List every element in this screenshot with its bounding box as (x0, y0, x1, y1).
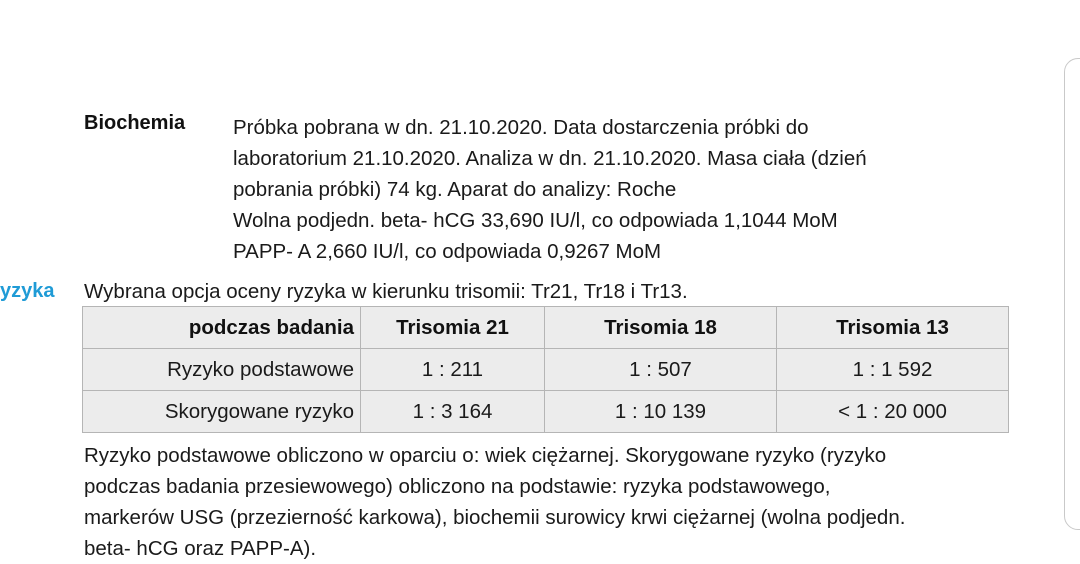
table-row (83, 391, 1009, 433)
page-edge (1064, 58, 1080, 530)
risk-value: 1 : 211 (361, 349, 545, 391)
footer-line: Ryzyko podstawowe obliczono w oparciu o: wiek ciężarnej. Skorygowane ryzyko (ryzyko (84, 444, 887, 467)
header-cell: Trisomia 21 (361, 307, 545, 349)
risk-value: 1 : 507 (545, 349, 777, 391)
biochemia-label: Biochemia (84, 112, 186, 134)
biochemia-text (233, 112, 993, 267)
risk-value: < 1 : 20 000 (777, 391, 1009, 433)
footer-line: markerów USG (przezierność karkowa), biochemii surowicy krwi ciężarnej (wolna podjedn. (84, 506, 906, 529)
table-row (83, 349, 1009, 391)
biochemia-line: Wolna podjedn. beta- hCG 33,690 IU/l, co odpowiada 1,1044 MoM (233, 209, 838, 232)
biochemia-line: laboratorium 21.10.2020. Analiza w dn. 21.10.2020. Masa ciała (dzień (233, 147, 867, 170)
risk-table (82, 306, 1009, 433)
biochemia-line: Próbka pobrana w dn. 21.10.2020. Data dostarczenia próbki do (233, 116, 809, 139)
header-cell: Trisomia 13 (777, 307, 1009, 349)
header-cell: Trisomia 18 (545, 307, 777, 349)
footer-line: beta- hCG oraz PAPP-A). (84, 537, 317, 560)
biochemia-line: PAPP- A 2,660 IU/l, co odpowiada 0,9267 MoM (233, 240, 662, 263)
ryzyka-intro: Wybrana opcja oceny ryzyka w kierunku trisomii: Tr21, Tr18 i Tr13. (84, 280, 688, 303)
header-cell: podczas badania (83, 307, 361, 349)
footer-note (84, 440, 1014, 564)
footer-line: podczas badania przesiewowego) obliczono na podstawie: ryzyka podstawowego, (84, 475, 831, 498)
risk-value: 1 : 10 139 (545, 391, 777, 433)
risk-value: 1 : 1 592 (777, 349, 1009, 391)
risk-value: 1 : 3 164 (361, 391, 545, 433)
ryzyka-section-label: yzyka (0, 280, 55, 302)
row-label: Ryzyko podstawowe (83, 349, 361, 391)
biochemia-line: pobrania próbki) 74 kg. Aparat do analizy: Roche (233, 178, 677, 201)
row-label: Skorygowane ryzyko (83, 391, 361, 433)
risk-table-header-row (83, 307, 1009, 349)
